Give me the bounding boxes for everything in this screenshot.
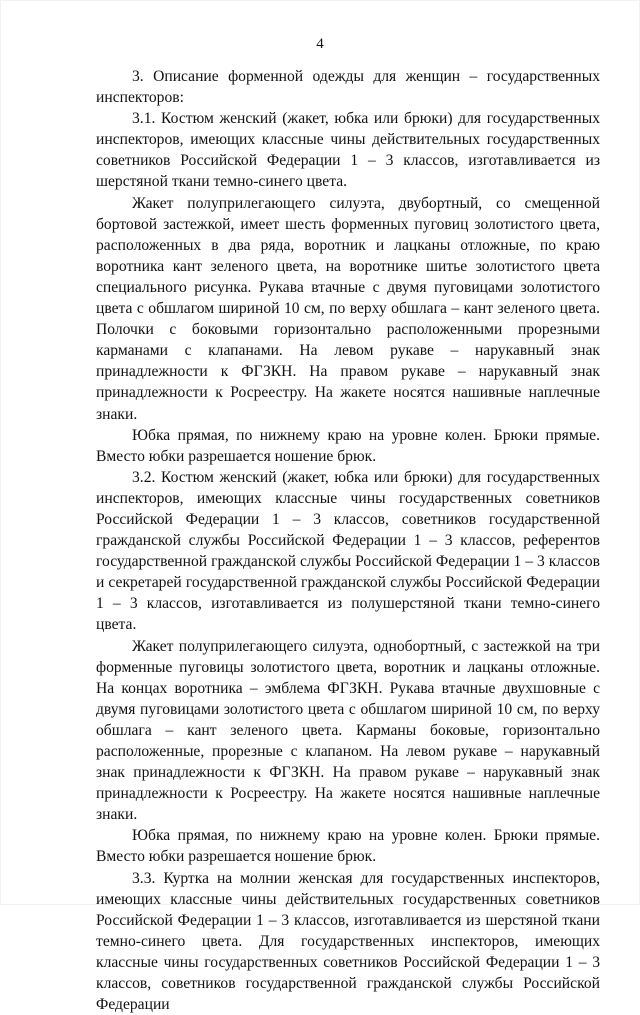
document-body	[96, 66, 600, 1015]
paragraph-3-1-skirt: Юбка прямая, по нижнему краю на уровне колен. Брюки прямые. Вместо юбки разрешается ношение брюк.	[96, 426, 600, 465]
section-3-heading: 3. Описание форменной одежды для женщин – государственных инспекторов:	[96, 68, 600, 107]
paragraph-3-1-jacket: Жакет полуприлегающего силуэта, двубортный, со смещенной бортовой застежкой, имеет шесть форменных пуговиц золотистого цвета, расположенных в два ряда, воротник и лацканы отложные, по краю воротника кант зеленого цвета, на воротнике шитье золотистого цвета специального рисунка. Рукава втачные с двумя пуговицами золотистого цвета с обшлагом шириной 10 см, по верху обшлага – кант зеленого цвета. Полочки с боковыми горизонтально расположенными прорезными карманами с клапанами. На левом рукаве – нарукавный знак принадлежности к ФГЗКН. На правом рукаве – нарукавный знак принадлежности к Росреестру. На жакете носятся нашивные наплечные знаки.	[96, 194, 600, 423]
paragraph-3-3: 3.3. Куртка на молнии женская для государственных инспекторов, имеющих классные чины действительных государственных советников Российской Федерации 1 – 3 классов, изготавливается из шерстяной ткани темно-синего цвета. Для государственных инспекторов, имеющих классные чины государственных советников Российской Федерации 1 – 3 классов, советников государственной гражданской службы Российской Федерации	[96, 869, 600, 1014]
paragraph-3-1: 3.1. Костюм женский (жакет, юбка или брюки) для государственных инспекторов, имеющих классные чины действительных государственных советников Российской Федерации 1 – 3 классов, изготавливается из шерстяной ткани темно-синего цвета.	[96, 110, 600, 191]
paragraph-3-2-skirt: Юбка прямая, по нижнему краю на уровне колен. Брюки прямые. Вместо юбки разрешается ношение брюк.	[96, 827, 600, 866]
paragraph-3-2: 3.2. Костюм женский (жакет, юбка или брюки) для государственных инспекторов, имеющих классные чины государственных советников Российской Федерации 1 – 3 классов, советников государственной гражданской службы Российской Федерации 1 – 3 классов, референтов государственной гражданской службы Российской Федерации 1 – 3 классов и секретарей государственной гражданской службы Российской Федерации 1 – 3 классов, изготавливается из полушерстяной ткани темно-синего цвета.	[96, 468, 600, 634]
page-number: 4	[316, 36, 324, 52]
paragraph-3-2-jacket: Жакет полуприлегающего силуэта, однобортный, с застежкой на три форменные пуговицы золотистого цвета, воротник и лацканы отложные. На концах воротника – эмблема ФГЗКН. Рукава втачные двухшовные с двумя пуговицами золотистого цвета с обшлагом шириной 10 см, по верху обшлага – кант зеленого цвета. Карманы боковые, горизонтально расположенные, прорезные с клапаном. На левом рукаве – нарукавный знак принадлежности к ФГЗКН. На правом рукаве – нарукавный знак принадлежности к Росреестру. На жакете носятся нашивные наплечные знаки.	[96, 637, 600, 824]
